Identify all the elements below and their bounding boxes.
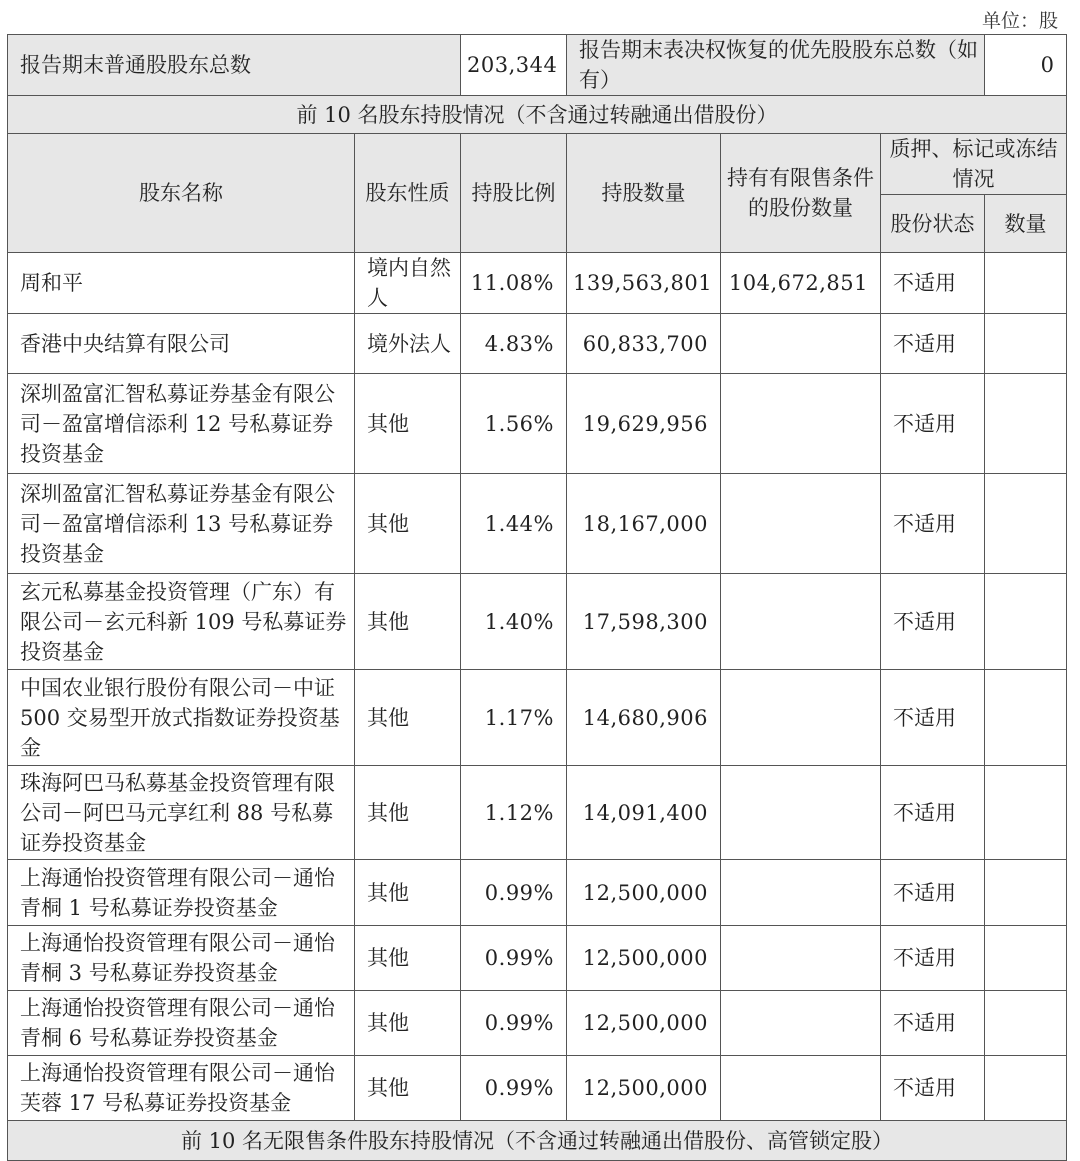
table-row (8, 574, 1067, 670)
pledge-status: 不适用 (881, 926, 985, 991)
holder-name: 深圳盈富汇智私募证券基金有限公司－盈富增信添利 12 号私募证券投资基金 (8, 374, 355, 474)
holder-nature: 其他 (355, 860, 461, 926)
holding-ratio: 1.17% (461, 670, 567, 766)
holder-nature: 境外法人 (355, 314, 461, 374)
holder-nature: 境内自然人 (355, 253, 461, 314)
restricted-qty: 104,672,851 (721, 253, 881, 314)
pref-holders-label: 报告期末表决权恢复的优先股股东总数（如有） (567, 35, 985, 96)
header-pledge: 质押、标记或冻结情况 (881, 134, 1067, 195)
total-holders-label: 报告期末普通股股东总数 (8, 35, 461, 96)
header-row-1 (8, 134, 1067, 195)
table-row (8, 374, 1067, 474)
holding-qty: 12,500,000 (567, 1056, 721, 1121)
restricted-qty (721, 474, 881, 574)
pledge-qty (985, 253, 1067, 314)
header-qty: 持股数量 (567, 134, 721, 253)
header-restricted: 持有有限售条件的股份数量 (721, 134, 881, 253)
holder-name: 上海通怡投资管理有限公司－通怡青桐 3 号私募证券投资基金 (8, 926, 355, 991)
bottom-title: 前 10 名无限售条件股东持股情况（不含通过转融通出借股份、高管锁定股） (8, 1121, 1067, 1161)
table-row (8, 1056, 1067, 1121)
shareholder-table (7, 34, 1067, 1161)
header-nature: 股东性质 (355, 134, 461, 253)
holding-qty: 12,500,000 (567, 860, 721, 926)
holder-name: 香港中央结算有限公司 (8, 314, 355, 374)
table-row (8, 253, 1067, 314)
holder-name: 周和平 (8, 253, 355, 314)
header-ratio: 持股比例 (461, 134, 567, 253)
holder-name: 珠海阿巴马私募基金投资管理有限公司－阿巴马元享红利 88 号私募证券投资基金 (8, 766, 355, 860)
holding-ratio: 1.40% (461, 574, 567, 670)
pref-holders-value: 0 (985, 35, 1067, 96)
holder-name: 玄元私募基金投资管理（广东）有限公司－玄元科新 109 号私募证券投资基金 (8, 574, 355, 670)
pledge-qty (985, 474, 1067, 574)
holding-qty: 60,833,700 (567, 314, 721, 374)
table-row (8, 314, 1067, 374)
pledge-qty (985, 314, 1067, 374)
holder-nature: 其他 (355, 474, 461, 574)
holder-nature: 其他 (355, 991, 461, 1056)
pledge-qty (985, 766, 1067, 860)
holder-nature: 其他 (355, 574, 461, 670)
holding-ratio: 1.12% (461, 766, 567, 860)
pledge-status: 不适用 (881, 474, 985, 574)
holding-ratio: 11.08% (461, 253, 567, 314)
pledge-status: 不适用 (881, 1056, 985, 1121)
bottom-title-row (8, 1121, 1067, 1161)
restricted-qty (721, 860, 881, 926)
holder-name: 上海通怡投资管理有限公司－通怡芙蓉 17 号私募证券投资基金 (8, 1056, 355, 1121)
holder-nature: 其他 (355, 926, 461, 991)
restricted-qty (721, 670, 881, 766)
unit-label: 单位：股 (981, 10, 1058, 32)
pledge-status: 不适用 (881, 574, 985, 670)
holder-nature: 其他 (355, 374, 461, 474)
holder-nature: 其他 (355, 766, 461, 860)
holding-qty: 18,167,000 (567, 474, 721, 574)
restricted-qty (721, 766, 881, 860)
pledge-status: 不适用 (881, 253, 985, 314)
holder-nature: 其他 (355, 670, 461, 766)
holding-ratio: 1.44% (461, 474, 567, 574)
table-row (8, 474, 1067, 574)
holding-qty: 12,500,000 (567, 926, 721, 991)
holding-qty: 12,500,000 (567, 991, 721, 1056)
header-pledge-status: 股份状态 (881, 195, 985, 253)
holding-qty: 14,680,906 (567, 670, 721, 766)
pledge-status: 不适用 (881, 670, 985, 766)
pledge-qty (985, 374, 1067, 474)
pledge-qty (985, 926, 1067, 991)
table-row (8, 991, 1067, 1056)
pledge-qty (985, 991, 1067, 1056)
holding-qty: 19,629,956 (567, 374, 721, 474)
shareholder-rows (8, 253, 1067, 1121)
restricted-qty (721, 574, 881, 670)
pledge-qty (985, 860, 1067, 926)
summary-row (8, 35, 1067, 96)
holding-ratio: 0.99% (461, 1056, 567, 1121)
pledge-qty (985, 670, 1067, 766)
holding-ratio: 0.99% (461, 926, 567, 991)
table-row (8, 926, 1067, 991)
holding-ratio: 0.99% (461, 860, 567, 926)
table-row (8, 670, 1067, 766)
holder-name: 上海通怡投资管理有限公司－通怡青桐 1 号私募证券投资基金 (8, 860, 355, 926)
pledge-status: 不适用 (881, 766, 985, 860)
restricted-qty (721, 991, 881, 1056)
top10-title: 前 10 名股东持股情况（不含通过转融通出借股份） (8, 96, 1067, 134)
table-row (8, 766, 1067, 860)
header-name: 股东名称 (8, 134, 355, 253)
holding-qty: 139,563,801 (567, 253, 721, 314)
holding-ratio: 0.99% (461, 991, 567, 1056)
header-pledge-qty: 数量 (985, 195, 1067, 253)
restricted-qty (721, 926, 881, 991)
pledge-status: 不适用 (881, 374, 985, 474)
holder-name: 中国农业银行股份有限公司－中证 500 交易型开放式指数证券投资基金 (8, 670, 355, 766)
pledge-status: 不适用 (881, 314, 985, 374)
pledge-qty (985, 574, 1067, 670)
total-holders-value: 203,344 (461, 35, 567, 96)
holder-nature: 其他 (355, 1056, 461, 1121)
top10-title-row (8, 96, 1067, 134)
holding-qty: 14,091,400 (567, 766, 721, 860)
holding-ratio: 4.83% (461, 314, 567, 374)
table-row (8, 860, 1067, 926)
pledge-status: 不适用 (881, 860, 985, 926)
holding-ratio: 1.56% (461, 374, 567, 474)
holder-name: 深圳盈富汇智私募证券基金有限公司－盈富增信添利 13 号私募证券投资基金 (8, 474, 355, 574)
restricted-qty (721, 1056, 881, 1121)
holder-name: 上海通怡投资管理有限公司－通怡青桐 6 号私募证券投资基金 (8, 991, 355, 1056)
restricted-qty (721, 314, 881, 374)
pledge-qty (985, 1056, 1067, 1121)
pledge-status: 不适用 (881, 991, 985, 1056)
restricted-qty (721, 374, 881, 474)
holding-qty: 17,598,300 (567, 574, 721, 670)
